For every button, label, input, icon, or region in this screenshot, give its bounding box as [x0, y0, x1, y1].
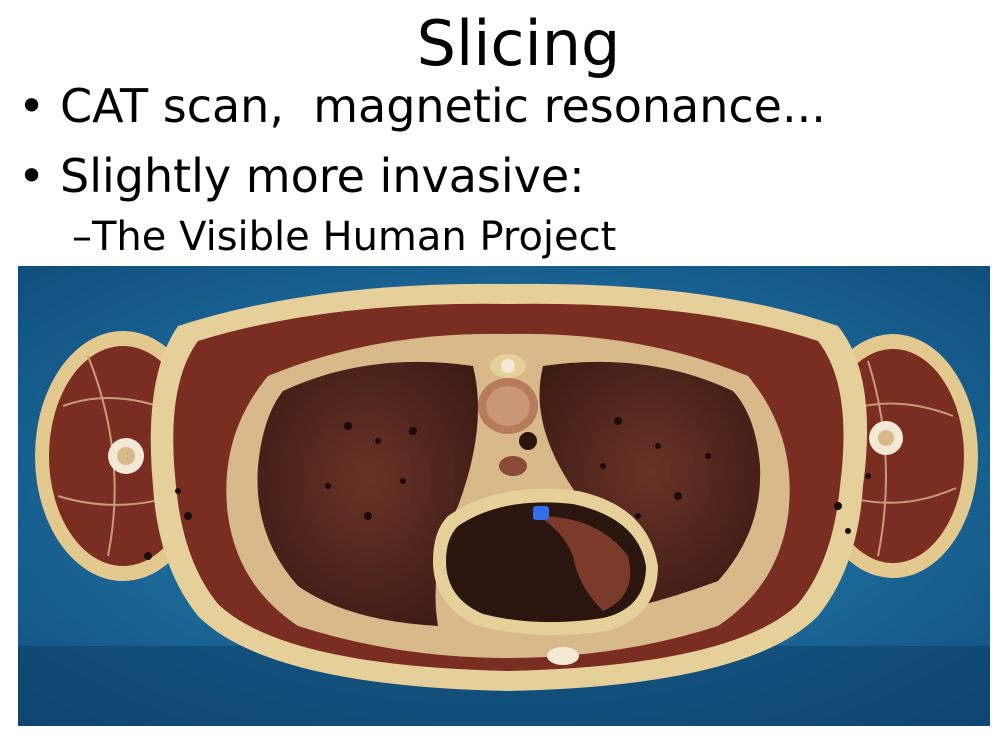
- aorta: [519, 432, 537, 450]
- spinal-cord: [501, 359, 515, 373]
- sub-bullet-marker: –: [72, 214, 92, 260]
- left-humerus-marrow: [117, 447, 135, 465]
- right-humerus-marrow: [878, 430, 894, 446]
- slide-title: Slicing: [416, 7, 621, 80]
- bullet-text: CAT scan, magnetic resonance...: [60, 79, 826, 133]
- thorax-illustration: [18, 266, 990, 726]
- esophagus: [499, 456, 527, 476]
- bullet-marker: •: [18, 79, 46, 133]
- vertebral-body-core: [486, 386, 530, 426]
- bullet-invasive: [18, 146, 585, 206]
- sub-bullet-visible-human: [72, 210, 616, 264]
- bullet-marker: •: [18, 149, 46, 203]
- bullet-text: Slightly more invasive:: [60, 149, 585, 203]
- highlight-marker: [533, 506, 549, 520]
- bullet-cat-scan: [18, 76, 826, 136]
- sub-bullet-text: The Visible Human Project: [92, 214, 617, 260]
- thorax-cross-section-image: [18, 266, 990, 726]
- sternum: [547, 647, 579, 665]
